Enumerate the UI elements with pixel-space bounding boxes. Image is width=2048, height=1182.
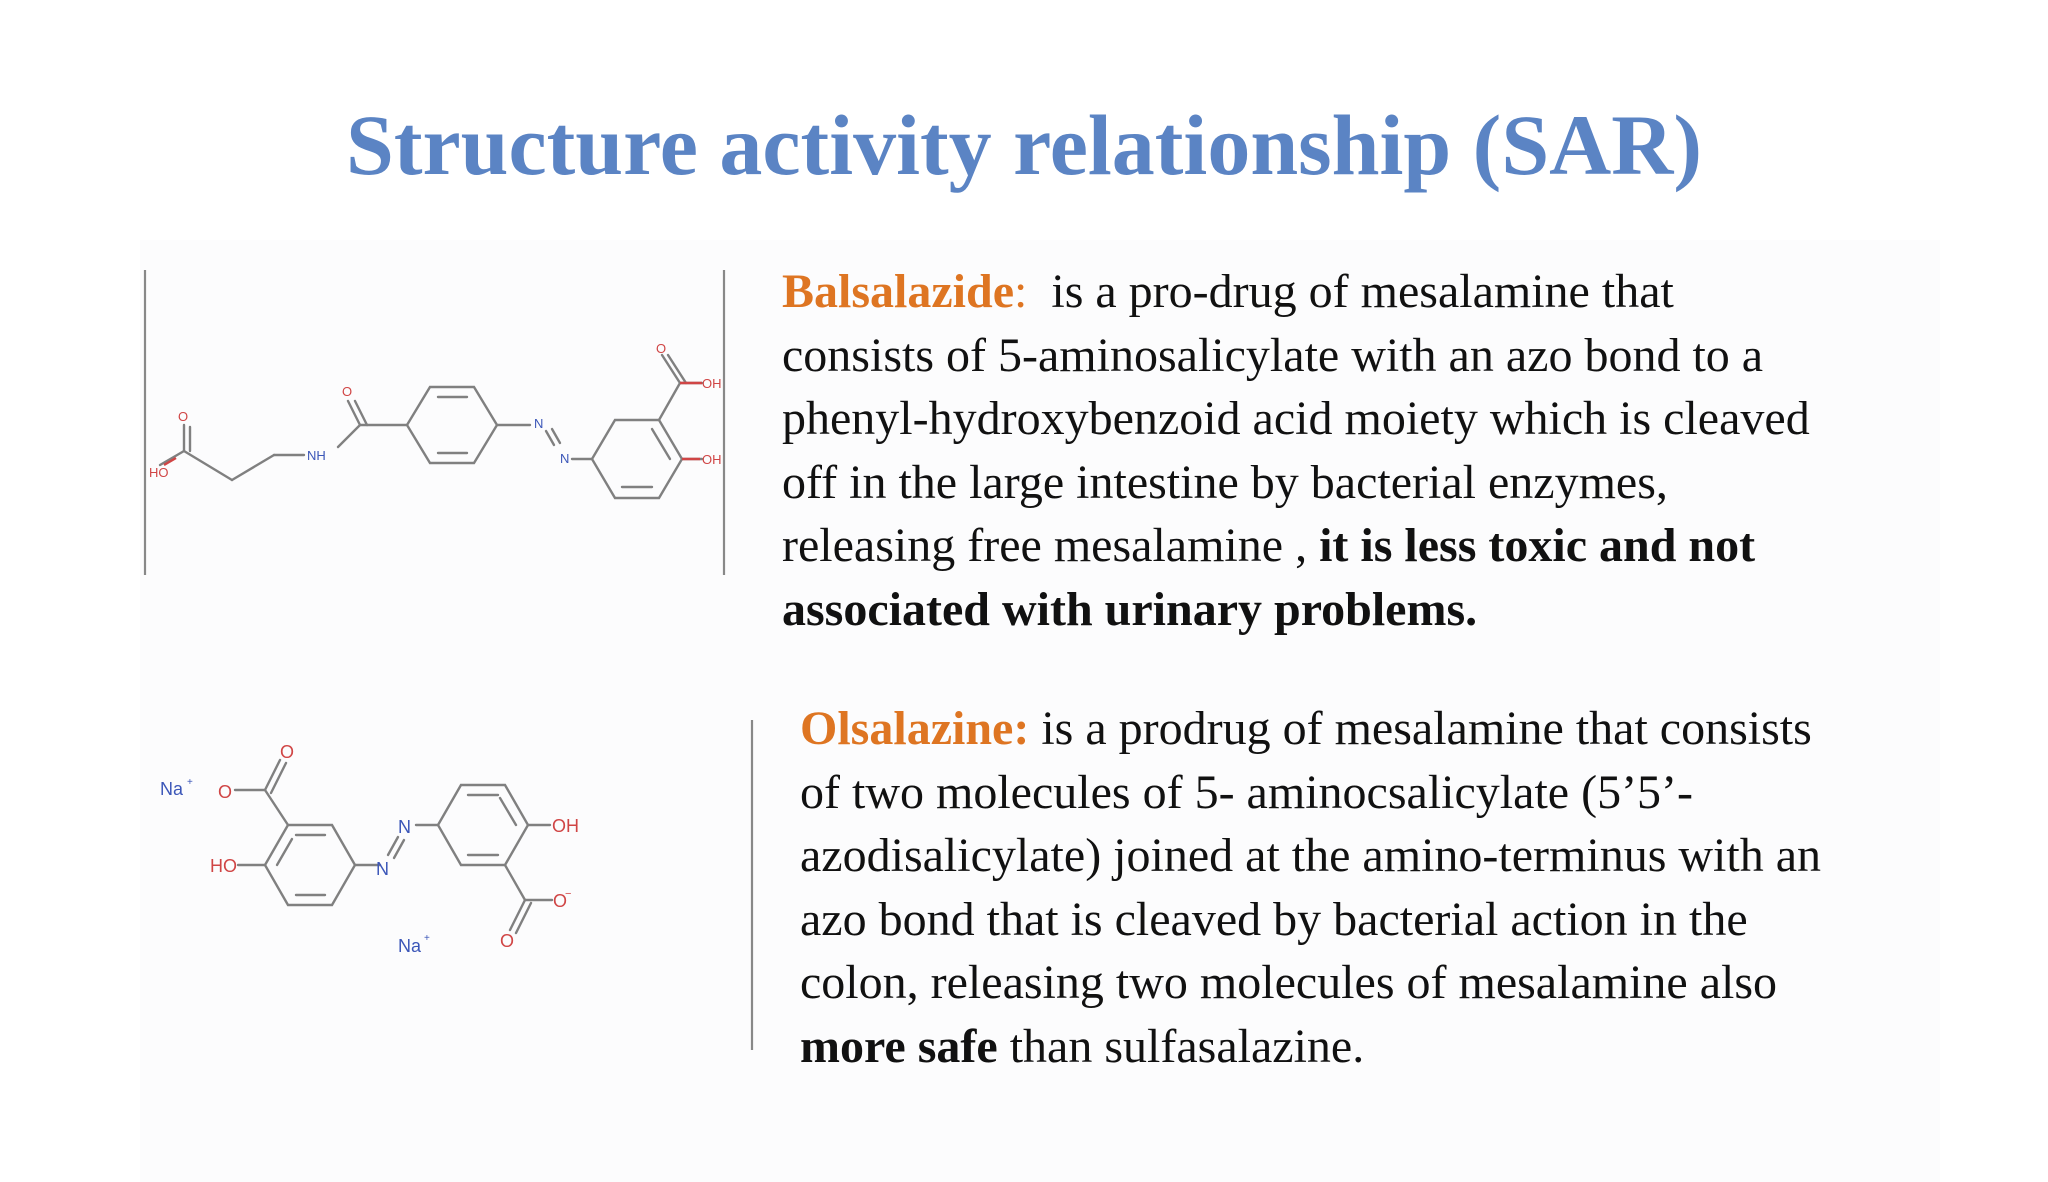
balsalazide-text-5: releasing free mesalamine , (782, 519, 1308, 572)
olsalazine-tail: than sulfasalazine. (1009, 1019, 1365, 1073)
olsalazine-line-6 (800, 1015, 2020, 1079)
olsalazine-line-3: azodisalicylate) joined at the amino-terminus with an (800, 829, 1822, 882)
o-acid-label: O (656, 341, 667, 356)
slide-title: Structure activity relationship (SAR) (345, 97, 1702, 193)
o-minus-right-label: O (553, 891, 568, 911)
nh-label: NH (307, 448, 326, 463)
balsalazide-line-3: phenyl-hydroxybenzoid acid moiety which is cleaved (782, 392, 1810, 445)
na-2-label: Na (398, 936, 422, 956)
minus-sign: − (565, 888, 572, 900)
balsalazide-line-1 (782, 260, 2002, 324)
olsalazine-line-5: colon, releasing two molecules of mesalamine also (800, 956, 1778, 1009)
olsalazine-line-1 (800, 697, 2020, 761)
olsalazine-paragraph (800, 697, 2020, 1078)
balsalazide-bold-2: associated with urinary problems. (782, 582, 1478, 636)
balsalazide-text-1: is a pro-drug of mesalamine that (1051, 265, 1674, 318)
na-2-plus: + (424, 933, 430, 944)
na-1-plus: + (187, 777, 193, 788)
olsalazine-text-1: is a prodrug of mesalamine that consists (1041, 702, 1812, 755)
oh-phenol-label: OH (702, 452, 722, 467)
oh-acid-label: OH (702, 376, 722, 391)
olsalazine-structure (160, 715, 770, 1060)
n-bottom-label: N (376, 859, 389, 879)
olsalazine-line-4: azo bond that is cleaved by bacterial action in the (800, 892, 1748, 946)
balsalazide-colon: : (1014, 265, 1028, 318)
o-amide-label: O (342, 384, 353, 399)
balsalazide-line-5 (782, 514, 2002, 578)
n-top-label: N (534, 416, 544, 431)
ho-chain-label: HO (149, 465, 169, 480)
olsalazine-line-2: of two molecules of 5- aminocsalicylate (5’5’- (800, 765, 1694, 819)
balsalazide-paragraph (782, 260, 2002, 641)
o-chain-label: O (178, 409, 189, 424)
balsalazide-structure (142, 265, 742, 580)
na-1-label: Na (160, 779, 184, 799)
ho-left-label: HO (210, 856, 237, 876)
o-minus-left-label: O (218, 782, 233, 802)
balsalazide-bold-1: it is less toxic and not (1319, 519, 1756, 572)
olsalazine-term: Olsalazine: (800, 702, 1030, 755)
balsalazide-line-2: consists of 5-aminosalicylate with an azo bond to a (782, 328, 1764, 382)
balsalazide-term: Balsalazide (782, 265, 1015, 318)
olsalazine-bold: more safe (800, 1019, 998, 1073)
o-bottom-right-label: O (500, 931, 515, 951)
balsalazide-line-4: off in the large intestine by bacterial enzymes, (782, 455, 1668, 509)
n-bottom-label: N (560, 451, 570, 466)
n-top-label: N (398, 817, 411, 837)
oh-right-label: OH (552, 816, 579, 836)
o-top-left-label: O (280, 742, 295, 762)
